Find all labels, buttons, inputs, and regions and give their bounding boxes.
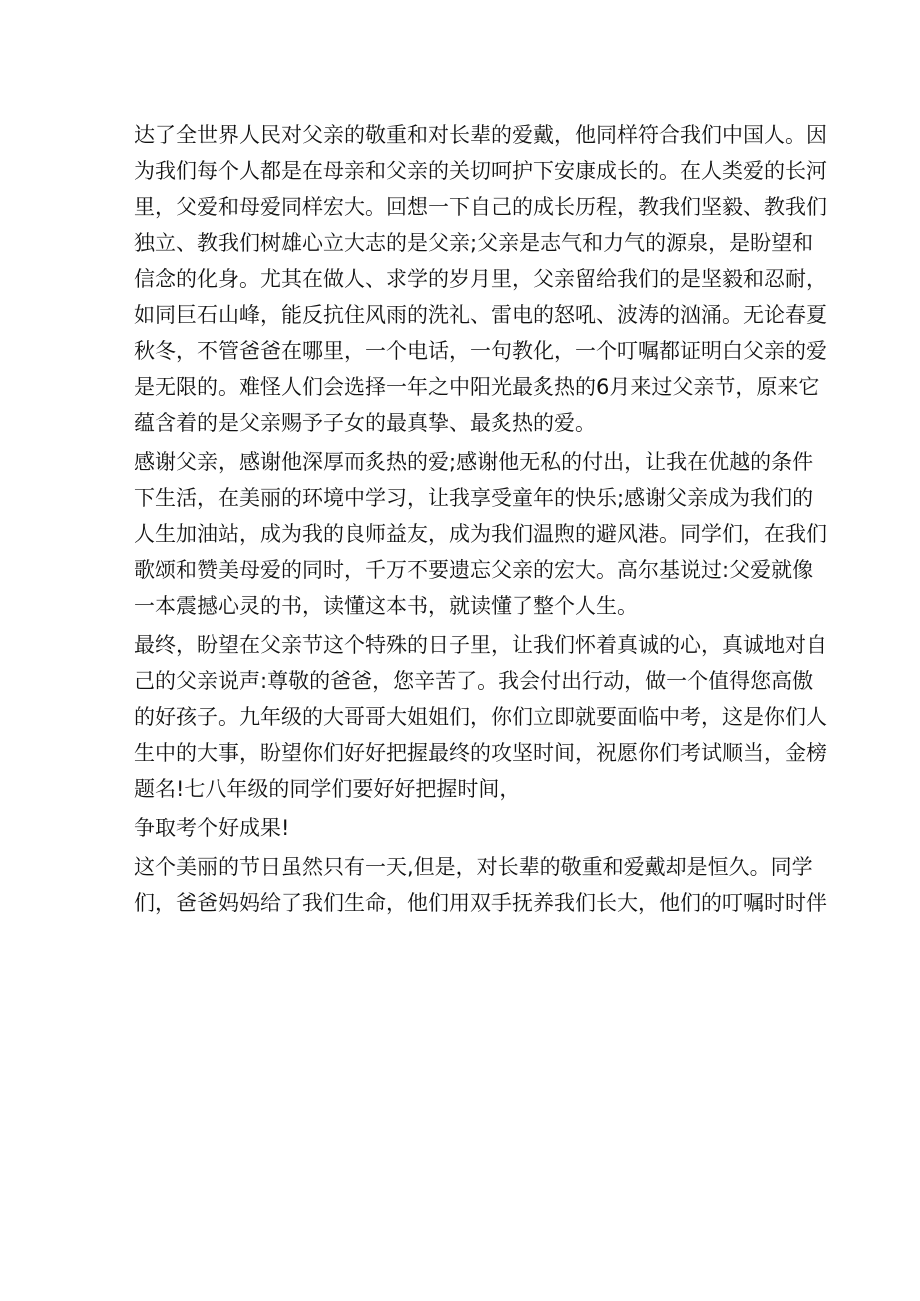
paragraph	[134, 444, 827, 624]
text-line: 最终，盼望在父亲节这个特殊的日子里，让我们怀着真诚的心，真诚地对自	[134, 633, 827, 657]
text-line: 一本震撼心灵的书，读懂这本书，就读懂了整个人生。	[134, 594, 638, 618]
text-line: 蕴含着的是父亲赐予子女的最真挚、最炙热的爱。	[134, 411, 596, 435]
text-line: 下生活，在美丽的环境中学习，让我享受童年的快乐;感谢父亲成为我们的	[134, 486, 814, 510]
text-line: 题名!七八年级的同学们要好好把握时间，	[134, 777, 521, 801]
text-line: 的好孩子。九年级的大哥哥大姐姐们，你们立即就要面临中考，这是你们人	[134, 705, 827, 729]
text-line: 为我们每个人都是在母亲和父亲的关切呵护下安康成长的。在人类爱的长河	[134, 159, 827, 183]
text-line: 人生加油站，成为我的良师益友，成为我们温煦的避风港。同学们，在我们	[134, 522, 827, 546]
text-line: 秋冬，不管爸爸在哪里，一个电话，一句教化，一个叮嘱都证明白父亲的爱	[134, 339, 827, 363]
paragraph	[134, 810, 794, 846]
text-line: 里，父爱和母爱同样宏大。回想一下自己的成长历程，教我们坚毅、教我们	[134, 195, 827, 219]
paragraph	[134, 849, 827, 921]
paragraph	[134, 117, 827, 441]
text-line: 感谢父亲，感谢他深厚而炙热的爱;感谢他无私的付出，让我在优越的条件	[134, 450, 814, 474]
text-line: 争取考个好成果!	[134, 816, 290, 840]
text-line: 这个美丽的节日虽然只有一天,但是，对长辈的敬重和爱戴却是恒久。同学	[134, 855, 813, 879]
text-line: 们，爸爸妈妈给了我们生命，他们用双手抚养我们长大，他们的叮嘱时时伴	[134, 891, 827, 915]
text-line: 如同巨石山峰，能反抗住风雨的洗礼、雷电的怒吼、波涛的汹涌。无论春夏	[134, 303, 827, 327]
text-line: 独立、教我们树雄心立大志的是父亲;父亲是志气和力气的源泉，是盼望和	[134, 231, 814, 255]
text-line: 信念的化身。尤其在做人、求学的岁月里，父亲留给我们的是坚毅和忍耐，	[134, 267, 827, 291]
text-line: 是无限的。难怪人们会选择一年之中阳光最炙热的6月来过父亲节，原来它	[134, 375, 820, 399]
text-line: 生中的大事，盼望你们好好把握最终的攻坚时间，祝愿你们考试顺当，金榜	[134, 741, 827, 765]
text-line: 己的父亲说声:尊敬的爸爸，您辛苦了。我会付出行动，做一个值得您高傲	[134, 669, 814, 693]
paragraph	[134, 627, 827, 807]
text-line: 达了全世界人民对父亲的敬重和对长辈的爱戴，他同样符合我们中国人。因	[134, 123, 827, 147]
text-line: 歌颂和赞美母爱的同时，千万不要遗忘父亲的宏大。高尔基说过:父爱就像	[134, 558, 814, 582]
body-text	[134, 117, 827, 921]
